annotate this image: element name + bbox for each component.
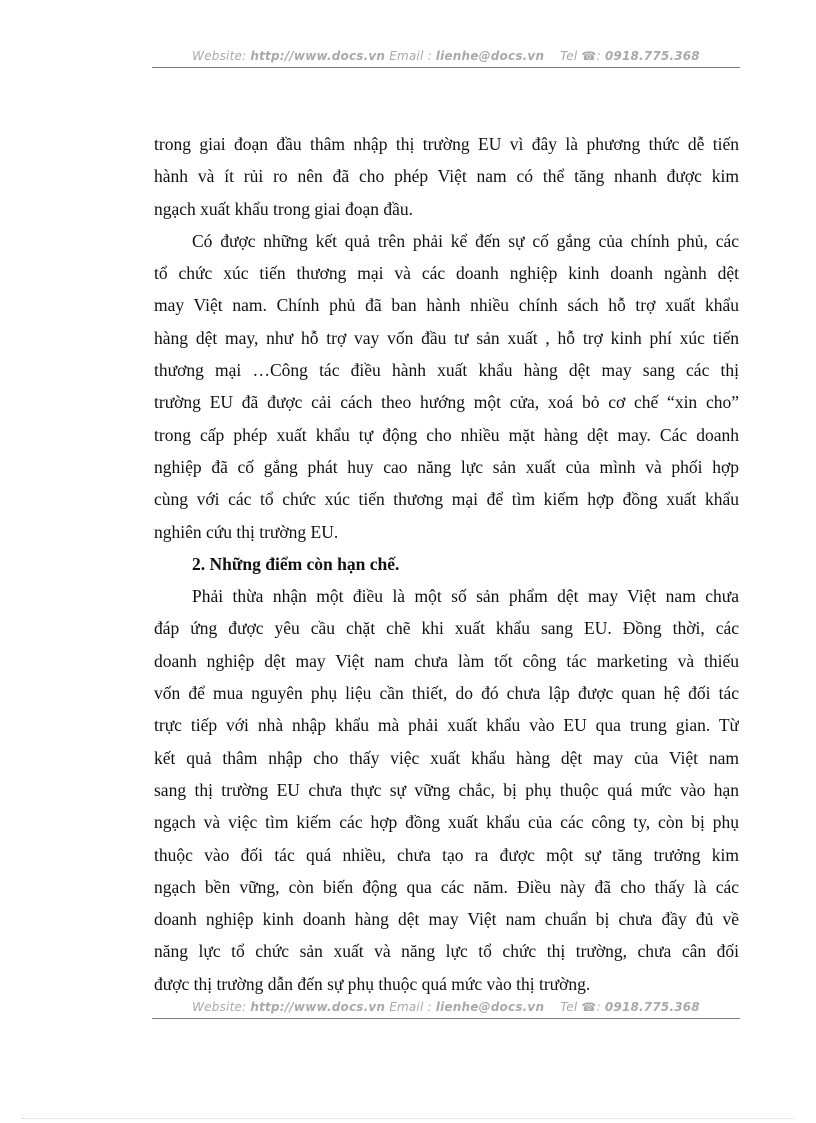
email-address[interactable]: lienhe@docs.vn — [435, 1000, 545, 1014]
text-line: ngạch bền vững, còn biến động qua các năm. Điều này đã cho thấy là các — [154, 876, 739, 897]
tel-label: Tel ☎: — [560, 1000, 601, 1014]
website-url[interactable]: http://www.docs.vn — [250, 49, 386, 63]
text-line: thương mại …Công tác điều hành xuất khẩu hàng dệt may sang các thị — [154, 360, 739, 381]
header-rule — [152, 67, 740, 68]
page-footer — [152, 1000, 740, 1014]
tel-number: 0918.775.368 — [604, 1000, 700, 1014]
text-line: hành và ít rủi ro nên đã cho phép Việt nam có thể tăng nhanh được kim — [154, 166, 739, 187]
tel-label: Tel ☎: — [560, 49, 601, 63]
text-line: thuộc vào đối tác quá nhiều, chưa tạo ra được một sự tăng trưởng kim — [154, 844, 739, 865]
text-line: doanh nghiệp dệt may Việt nam chưa làm tốt công tác marketing và thiếu — [154, 650, 739, 671]
page-break-divider — [22, 1118, 794, 1119]
text-line: may Việt nam. Chính phủ đã ban hành nhiều chính sách hỗ trợ xuất khẩu — [154, 295, 739, 316]
email-address[interactable]: lienhe@docs.vn — [435, 49, 545, 63]
text-line: đáp ứng được yêu cầu chặt chẽ khi xuất khẩu sang EU. Đồng thời, các — [154, 618, 739, 639]
website-label: Website: — [192, 1000, 247, 1014]
page-header — [152, 49, 740, 63]
text-line: được thị trường dẫn đến sự phụ thuộc quá mức vào thị trường. — [154, 973, 591, 994]
text-line: Có được những kết quả trên phải kể đến sự cố gắng của chính phủ, các — [192, 230, 739, 251]
text-line: doanh nghiệp kinh doanh hàng dệt may Việt nam chuẩn bị chưa đầy đủ về — [154, 909, 739, 930]
text-line: sang thị trường EU chưa thực sự vững chắc, bị phụ thuộc quá mức vào hạn — [154, 779, 739, 800]
website-url[interactable]: http://www.docs.vn — [250, 1000, 386, 1014]
text-line: trong cấp phép xuất khẩu tự động cho nhiều mặt hàng dệt may. Các doanh — [154, 424, 739, 445]
text-line: tổ chức xúc tiến thương mại và các doanh nghiệp kinh doanh ngành dệt — [154, 263, 739, 284]
text-line: ngạch và việc tìm kiếm các hợp đồng xuất khẩu của các công ty, còn bị phụ — [154, 812, 739, 833]
text-line: Phải thừa nhận một điều là một số sản phẩm dệt may Việt nam chưa — [192, 586, 739, 607]
text-line: cùng với các tổ chức xúc tiến thương mại để tìm kiếm hợp đồng xuất khẩu — [154, 489, 739, 510]
text-line: trực tiếp với nhà nhập khẩu mà phải xuất khẩu vào EU qua trung gian. Từ — [154, 715, 739, 736]
section-heading: 2. Những điểm còn hạn chế. — [192, 553, 400, 574]
email-label: Email : — [389, 1000, 432, 1014]
text-line: ngạch xuất khẩu trong giai đoạn đầu. — [154, 198, 414, 219]
footer-rule — [152, 1018, 740, 1019]
text-line: kết quả thâm nhập cho thấy việc xuất khẩu hàng dệt may của Việt nam — [154, 747, 739, 768]
text-line: nghiên cứu thị trường EU. — [154, 521, 339, 542]
text-line: hàng dệt may, như hỗ trợ vay vốn đầu tư sản xuất , hỗ trợ kinh phí xúc tiến — [154, 327, 739, 348]
website-label: Website: — [192, 49, 247, 63]
document-body — [154, 128, 739, 1000]
text-line: năng lực tổ chức sản xuất và năng lực tổ chức thị trường, chưa cân đối — [154, 941, 739, 962]
tel-number: 0918.775.368 — [604, 49, 700, 63]
text-line: nghiệp đã cố gắng phát huy cao năng lực sản xuất của mình và phối hợp — [154, 456, 739, 477]
text-line: trường EU đã được cải cách theo hướng một cửa, xoá bỏ cơ chế “xin cho” — [154, 392, 739, 413]
email-label: Email : — [389, 49, 432, 63]
text-line: vốn để mua nguyên phụ liệu cần thiết, do đó chưa lập được quan hệ đối tác — [154, 683, 739, 704]
text-line: trong giai đoạn đầu thâm nhập thị trường EU vì đây là phương thức dễ tiến — [154, 134, 739, 154]
